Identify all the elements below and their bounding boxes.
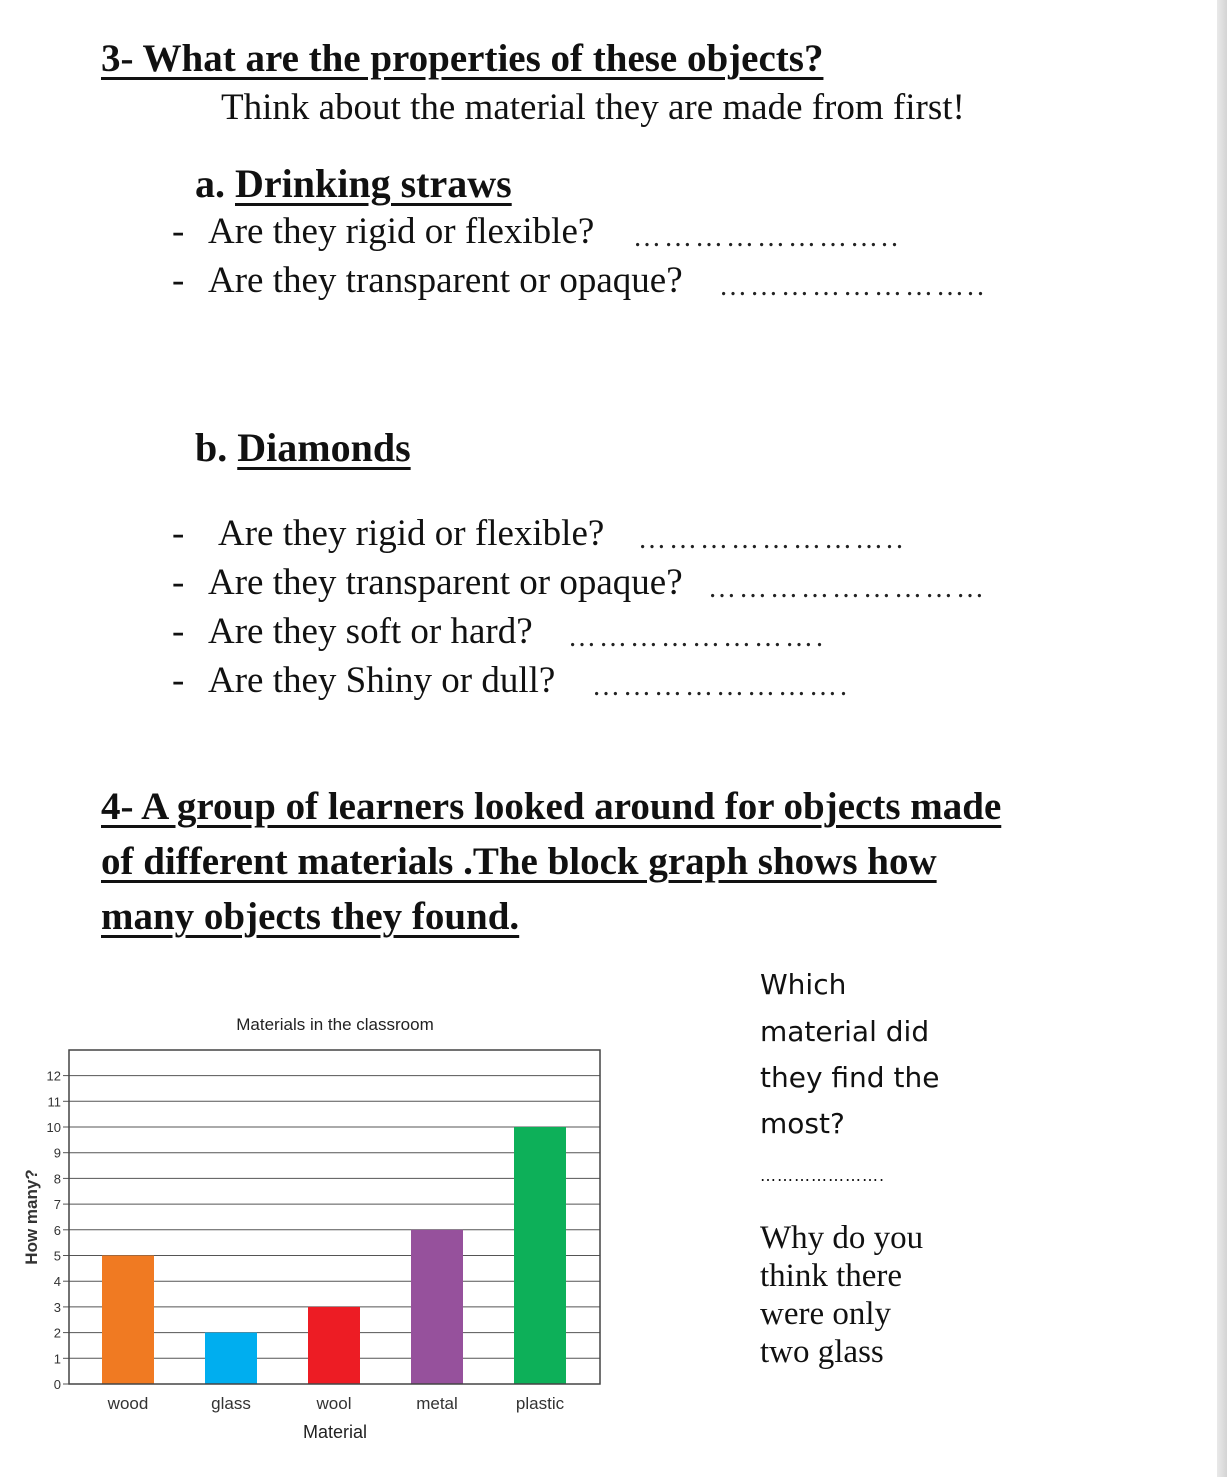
y-tick-label: 12 (46, 1068, 61, 1084)
question-b3 (172, 610, 533, 653)
y-tick-label: 6 (53, 1222, 61, 1238)
side-q1-line-3: they find the (760, 1061, 940, 1094)
bullet-dash: - (172, 660, 185, 701)
bullet-dash: - (172, 260, 185, 301)
section-b-letter: b. (195, 425, 228, 470)
question-a2-text: Are they transparent or opaque? (208, 260, 683, 301)
question-b1-text: Are they rigid or flexible? (218, 513, 605, 554)
q3-heading: 3- What are the properties of these objects? (101, 37, 824, 80)
x-tick-label-metal: metal (416, 1394, 458, 1413)
answer-line-a1[interactable]: …………………….. (633, 222, 901, 253)
y-tick-label: 8 (53, 1171, 61, 1187)
question-b2 (172, 561, 683, 604)
bar-metal (411, 1230, 463, 1384)
y-axis-label: How many? (22, 1169, 41, 1265)
bullet-dash: - (172, 562, 185, 603)
bar-wood (102, 1256, 154, 1385)
section-b-heading (195, 424, 411, 471)
bar-wool (308, 1307, 360, 1384)
x-tick-label-glass: glass (211, 1394, 251, 1413)
side-q1-line-4: most? (760, 1107, 845, 1140)
bullet-dash: - (172, 513, 185, 554)
section-a-heading (195, 160, 512, 207)
section-b-title: Diamonds (237, 425, 411, 470)
x-tick-label-wool: wool (316, 1394, 352, 1413)
x-tick-label-wood: wood (107, 1394, 149, 1413)
y-tick-label: 2 (53, 1325, 61, 1341)
question-b4 (172, 659, 555, 702)
y-tick-label: 7 (53, 1197, 61, 1213)
q4-heading-line-2: of different materials .The block graph shows how (101, 840, 937, 883)
section-a-letter: a. (195, 161, 225, 206)
y-tick-label: 3 (53, 1299, 61, 1315)
y-tick-label: 0 (53, 1377, 61, 1392)
bullet-dash: - (172, 611, 185, 652)
side-q2-line-2: think there (760, 1258, 903, 1294)
y-tick-label: 5 (53, 1248, 61, 1264)
side-q2-line-3: were only (760, 1296, 892, 1332)
page-edge (1217, 0, 1227, 1477)
question-b1 (172, 512, 604, 555)
question-a1 (172, 210, 594, 253)
x-tick-label-plastic: plastic (515, 1394, 565, 1413)
bar-glass (205, 1333, 257, 1384)
y-tick-label: 10 (46, 1120, 61, 1135)
side-q1-answer-line[interactable]: …………………. (760, 1166, 886, 1185)
question-b4-text: Are they Shiny or dull? (208, 660, 556, 701)
side-q1-line-2: material did (760, 1015, 930, 1048)
question-a2 (172, 259, 683, 302)
section-a-title: Drinking straws (235, 161, 512, 206)
side-q2-line-1: Why do you (760, 1220, 924, 1256)
q3-subheading: Think about the material they are made from first! (221, 87, 965, 128)
answer-line-a2[interactable]: …………………….. (719, 271, 987, 302)
answer-line-b3[interactable]: ……………………. (568, 622, 826, 653)
block-graph (0, 1000, 620, 1480)
answer-line-b2[interactable]: ……………………… (708, 573, 987, 604)
y-tick-label: 4 (53, 1274, 61, 1290)
chart-title: Materials in the classroom (236, 1015, 434, 1034)
answer-line-b1[interactable]: …………………….. (638, 524, 906, 555)
x-axis-label: Material (302, 1422, 368, 1442)
question-b2-text: Are they transparent or opaque? (208, 562, 683, 603)
question-b3-text: Are they soft or hard? (208, 611, 533, 652)
question-a1-text: Are they rigid or flexible? (208, 211, 595, 252)
side-q2-line-4: two glass (760, 1334, 884, 1370)
y-tick-label: 11 (47, 1094, 61, 1110)
side-q1-line-1: Which (760, 968, 847, 1001)
y-tick-label: 9 (53, 1145, 61, 1161)
q4-heading-line-3: many objects they found. (101, 895, 520, 938)
q4-heading-line-1: 4- A group of learners looked around for objects made (101, 785, 1002, 828)
bullet-dash: - (172, 211, 185, 252)
y-tick-label: 1 (53, 1351, 61, 1367)
bar-plastic (514, 1127, 566, 1384)
answer-line-b4[interactable]: ……………………. (592, 671, 850, 702)
